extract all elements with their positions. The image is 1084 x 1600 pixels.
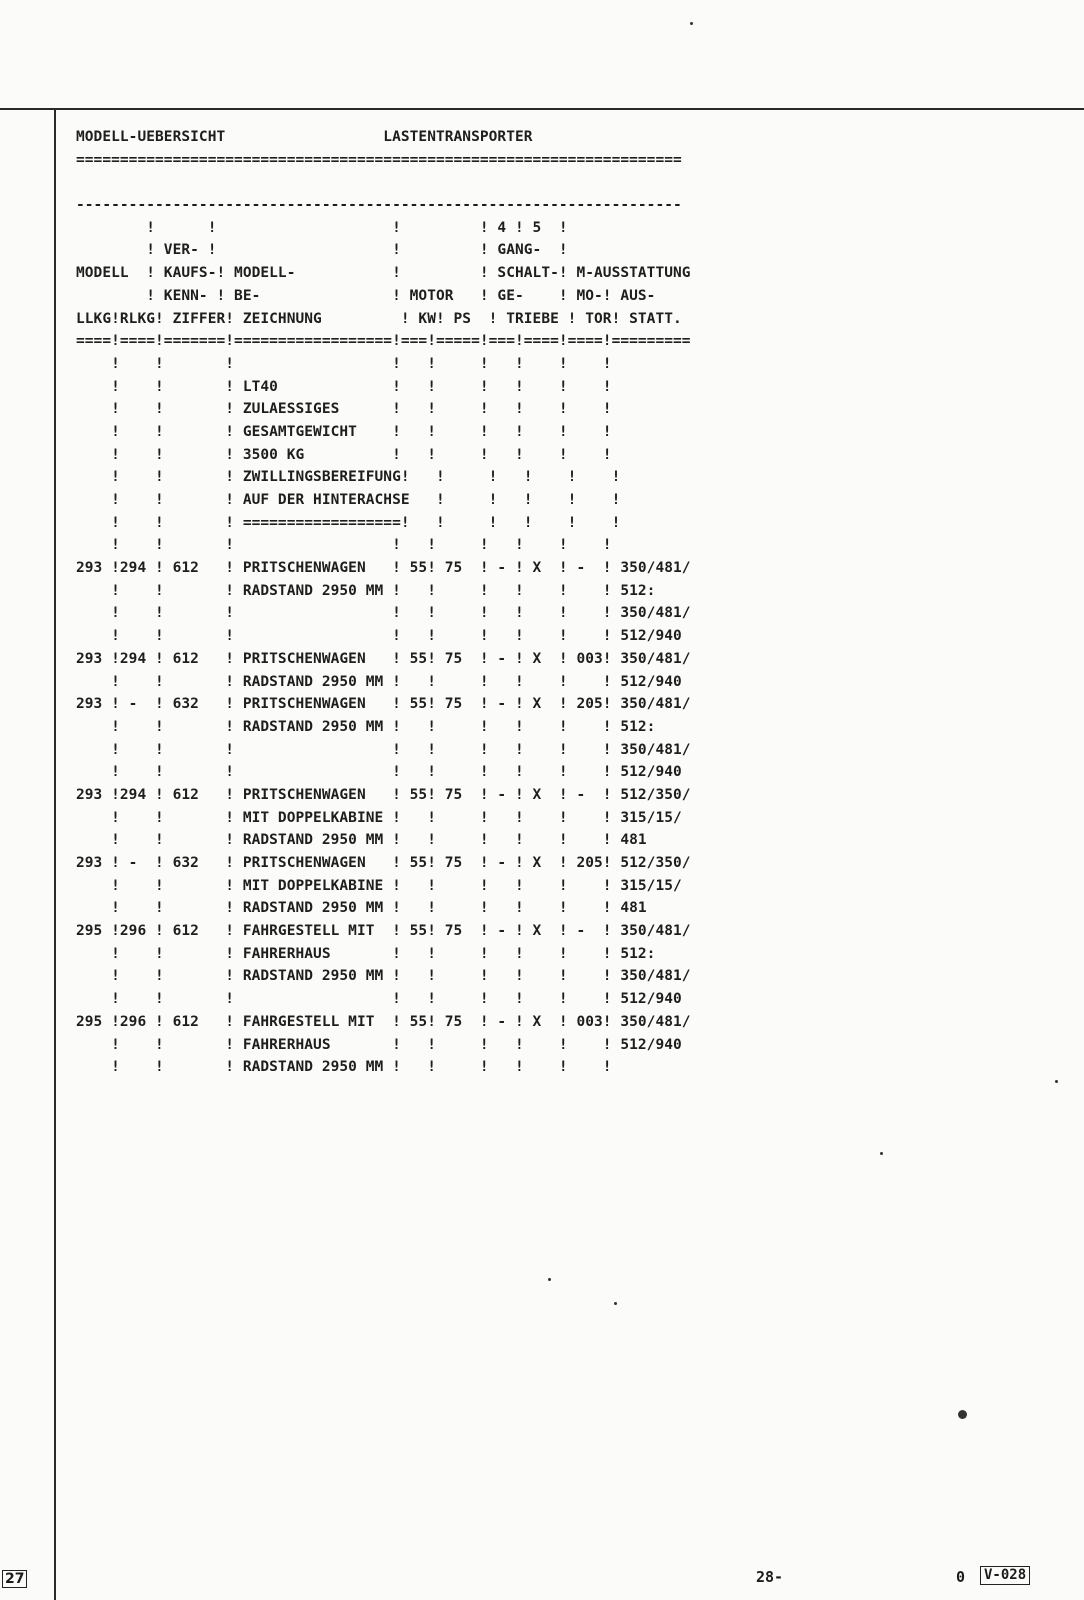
printout-line: ! ! ! GESAMTGEWICHT ! ! ! ! ! ! <box>76 423 612 440</box>
printout-line: 293 !294 ! 612 ! PRITSCHENWAGEN ! 55! 75 ! - ! X ! - ! 512/350/ <box>76 786 691 803</box>
printout-line: LLKG!RLKG! ZIFFER! ZEICHNUNG ! KW! PS ! TRIEBE ! TOR! STATT. <box>76 310 682 327</box>
printout-line: 295 !296 ! 612 ! FAHRGESTELL MIT ! 55! 75 ! - ! X ! - ! 350/481/ <box>76 923 691 940</box>
printout-line: 293 ! - ! 632 ! PRITSCHENWAGEN ! 55! 75 ! - ! X ! 205! 350/481/ <box>76 696 691 713</box>
printout-line: ===================================================================== <box>76 151 682 168</box>
printout-line: ! ! ! ZWILLINGSBEREIFUNG! ! ! ! ! ! <box>76 469 621 486</box>
printout-line: ! ! ! ! ! ! ! ! ! <box>76 355 612 372</box>
printout-line: ! ! ! ! ! ! ! ! ! 512/940 <box>76 628 682 645</box>
document-code-box: V-028 <box>980 1566 1030 1585</box>
printout-line: ! ! ! MIT DOPPELKABINE ! ! ! ! ! ! 315/15/ <box>76 877 682 894</box>
sheet-number-mark: 27 <box>2 1570 27 1588</box>
scan-speck <box>690 22 693 25</box>
printout-line: 293 ! - ! 632 ! PRITSCHENWAGEN ! 55! 75 ! - ! X ! 205! 512/350/ <box>76 855 691 871</box>
printout-line: ! ! ! MIT DOPPELKABINE ! ! ! ! ! ! 315/15/ <box>76 809 682 826</box>
printout-line: ! ! ! ! ! ! ! ! ! 350/481/ <box>76 741 691 758</box>
left-border-line <box>54 110 56 1600</box>
printout-line: ! ! ! ! ! ! ! ! ! 350/481/ <box>76 605 691 622</box>
scan-speck <box>958 1410 967 1419</box>
printout-line: ! ! ! FAHRERHAUS ! ! ! ! ! ! 512: <box>76 945 656 962</box>
printout-line: ! ! ! ! ! ! ! ! ! <box>76 537 612 554</box>
model-overview-printout <box>76 126 691 1079</box>
top-border-line <box>0 108 1084 110</box>
printout-line: ! ! ! ZULAESSIGES ! ! ! ! ! ! <box>76 401 612 418</box>
printout-line: 293 !294 ! 612 ! PRITSCHENWAGEN ! 55! 75 ! - ! X ! - ! 350/481/ <box>76 560 691 577</box>
printout-line: ! ! ! RADSTAND 2950 MM ! ! ! ! ! ! 481 <box>76 832 647 849</box>
printout-line: ! ! ! ==================! ! ! ! ! ! <box>76 514 621 531</box>
printout-line: ! ! ! FAHRERHAUS ! ! ! ! ! ! 512/940 <box>76 1036 682 1053</box>
printout-line: ====!====!=======!==================!===!=====!===!====!====!========= <box>76 333 691 350</box>
revision-indicator: 0 <box>956 1568 966 1586</box>
printout-line: ! ! ! ! 4 ! 5 ! <box>76 219 568 236</box>
printout-line: ! ! ! ! ! ! ! ! ! 512/940 <box>76 991 682 1008</box>
printout-line: ! ! ! RADSTAND 2950 MM ! ! ! ! ! ! <box>76 1059 612 1076</box>
printout-line: --------------------------------------------------------------------- <box>76 197 682 214</box>
printout-line: 295 !296 ! 612 ! FAHRGESTELL MIT ! 55! 75 ! - ! X ! 003! 350/481/ <box>76 1013 691 1030</box>
printout-line: ! ! ! AUF DER HINTERACHSE ! ! ! ! ! <box>76 492 621 508</box>
scan-speck <box>614 1302 617 1305</box>
printout-line: ! ! ! RADSTAND 2950 MM ! ! ! ! ! ! 350/481/ <box>76 968 691 985</box>
printout-line: ! ! ! 3500 KG ! ! ! ! ! ! <box>76 446 612 463</box>
printout-line: MODELL ! KAUFS-! MODELL- ! ! SCHALT-! M-AUSSTATTUNG <box>76 265 691 282</box>
scan-speck <box>880 1152 883 1155</box>
printout-line: ! ! ! ! ! ! ! ! ! 512/940 <box>76 764 682 781</box>
printout-line: ! ! ! RADSTAND 2950 MM ! ! ! ! ! ! 512: <box>76 718 656 735</box>
printout-line: ! VER- ! ! ! GANG- ! <box>76 242 568 259</box>
printout-line: ! ! ! RADSTAND 2950 MM ! ! ! ! ! ! 512: <box>76 582 656 599</box>
page-number: 28- <box>756 1568 784 1586</box>
scan-speck <box>1055 1080 1058 1083</box>
printout-line: 293 !294 ! 612 ! PRITSCHENWAGEN ! 55! 75 ! - ! X ! 003! 350/481/ <box>76 650 691 667</box>
printout-line: MODELL-UEBERSICHT LASTENTRANSPORTER <box>76 129 533 145</box>
printout-line: ! KENN- ! BE- ! MOTOR ! GE- ! MO-! AUS- <box>76 287 656 304</box>
printout-line: ! ! ! RADSTAND 2950 MM ! ! ! ! ! ! 512/940 <box>76 673 682 690</box>
scan-speck <box>548 1278 551 1281</box>
printout-line <box>76 171 691 194</box>
printout-line: ! ! ! LT40 ! ! ! ! ! ! <box>76 378 612 395</box>
printout-line: ! ! ! RADSTAND 2950 MM ! ! ! ! ! ! 481 <box>76 900 647 917</box>
